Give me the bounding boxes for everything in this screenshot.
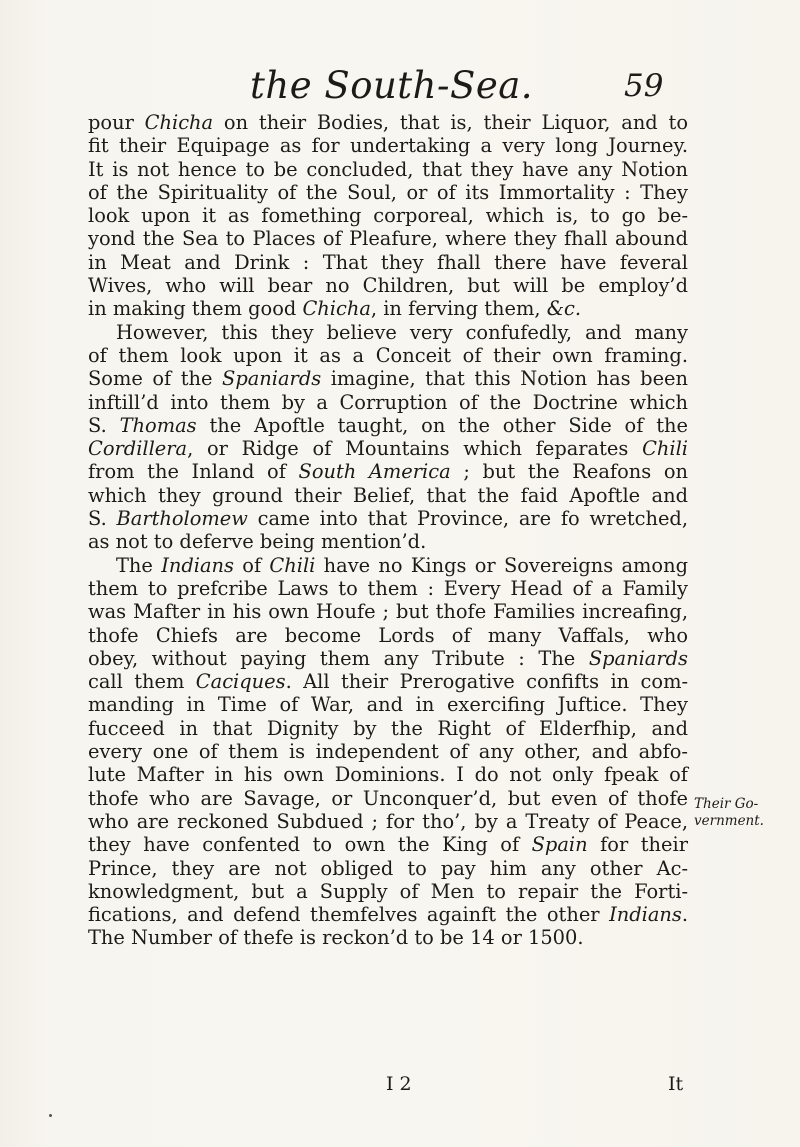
text-line: [88, 484, 688, 507]
text-line: [88, 507, 688, 530]
text-run: The Number of thefe is reckon’d to be 14 or 1500.: [88, 926, 584, 950]
text-line: [88, 367, 688, 390]
italic-text: &c.: [546, 297, 581, 321]
marginal-note-line: Their Go-: [694, 796, 759, 812]
text-line: [88, 577, 688, 600]
text-run: thofe who are Savage, or Unconquer’d, but even of thofe: [88, 786, 688, 810]
text-line: [88, 740, 688, 763]
text-run: for their: [587, 833, 688, 857]
text-run: pour: [88, 111, 145, 134]
text-run: S.: [88, 413, 120, 437]
text-run: was Mafter in his own Houfe ; but thofe Families increafing,: [88, 600, 688, 624]
text-run: every one of them is independent of any other, and abfo-: [88, 740, 688, 764]
text-run: of the Spirituality of the Soul, or of its Immortality : They: [88, 180, 688, 204]
text-run: Some of the: [88, 367, 223, 391]
text-line: [88, 321, 688, 344]
italic-text: Spaniards: [588, 646, 688, 670]
text-run: inftill’d into them by a Corruption of the Doctrine which: [88, 390, 688, 414]
text-run: . All their Prerogative confifts in com-: [285, 670, 689, 694]
marginal-note-line: vernment.: [694, 813, 764, 829]
marginal-note: [694, 796, 764, 830]
text-run: , in ferving them,: [370, 297, 547, 321]
text-line: [88, 693, 688, 716]
text-run: in making them good: [88, 297, 303, 321]
text-line: [88, 344, 688, 367]
text-line: [88, 670, 688, 693]
text-line: [88, 530, 688, 553]
running-head: the South-Sea.: [250, 64, 534, 107]
text-run: came into that Province, are fo wretched,: [247, 507, 689, 531]
text-run: However, this they believe very confufedly, and many: [116, 320, 688, 344]
italic-text: Caciques: [195, 670, 286, 694]
italic-text: Indians: [609, 903, 682, 927]
text-run: imagine, that this Notion has been: [321, 367, 689, 391]
text-run: The: [116, 553, 162, 577]
text-line: [88, 554, 688, 577]
italic-text: Cordillera: [88, 437, 188, 461]
text-run: S.: [88, 507, 117, 531]
text-line: [88, 787, 688, 810]
signature-mark: I 2: [386, 1073, 412, 1095]
italic-text: Chili: [269, 553, 316, 577]
text-run: who are reckoned Subdued ; for tho’, by a Treaty of Peace,: [88, 809, 688, 833]
page-number: 59: [624, 68, 664, 104]
text-run: thofe Chiefs are become Lords of many Vaffals, who: [88, 623, 688, 647]
text-run: them to prefcribe Laws to them : Every Head of a Family: [88, 576, 688, 600]
text-run: have no Kings or Sovereigns among: [315, 553, 688, 577]
text-line: [88, 460, 688, 483]
italic-text: Chicha: [144, 111, 214, 134]
text-line: [88, 158, 688, 181]
text-run: on their Bodies, that is, their Liquor, and to: [213, 111, 688, 134]
body-text: [88, 111, 688, 950]
text-run: in Meat and Drink : That they fhall there have feveral: [88, 250, 688, 274]
catchword: It: [668, 1073, 684, 1095]
text-line: [88, 903, 688, 926]
text-run: of: [233, 553, 270, 577]
text-run: fucceed in that Dignity by the Right of Elderfhip, and: [88, 716, 688, 740]
text-line: [88, 880, 688, 903]
text-line: [88, 297, 688, 320]
text-run: fications, and defend themfelves againft the other: [88, 903, 610, 927]
text-line: [88, 763, 688, 786]
text-line: [88, 600, 688, 623]
text-line: [88, 204, 688, 227]
italic-text: Chili: [642, 437, 688, 461]
text-run: from the Inland of: [88, 460, 299, 484]
italic-text: Spaniards: [222, 367, 322, 391]
italic-text: Thomas: [119, 413, 197, 437]
ink-speck: [49, 1114, 52, 1117]
text-run: they have confented to own the King of: [88, 833, 532, 857]
text-run: Prince, they are not obliged to pay him any other Ac-: [88, 856, 688, 880]
italic-text: Bartholomew: [116, 507, 248, 531]
italic-text: Chicha: [302, 297, 371, 321]
text-line: [88, 437, 688, 460]
text-line: [88, 181, 688, 204]
italic-text: Indians: [161, 553, 234, 577]
text-run: Wives, who will bear no Children, but will be employ’d: [88, 274, 688, 298]
text-run: look upon it as fomething corporeal, which is, to go be-: [88, 204, 688, 228]
text-run: ; but the Reafons on: [450, 460, 688, 484]
text-line: [88, 624, 688, 647]
italic-text: Spain: [531, 833, 588, 857]
text-line: [88, 391, 688, 414]
text-line: [88, 227, 688, 250]
text-run: yond the Sea to Places of Pleafure, where they fhall abound: [88, 227, 688, 251]
text-line: [88, 414, 688, 437]
text-line: [88, 251, 688, 274]
text-line: [88, 274, 688, 297]
text-run: as not to deferve being mention’d.: [88, 530, 427, 554]
text-line: [88, 717, 688, 740]
text-run: obey, without paying them any Tribute : The: [88, 646, 589, 670]
text-run: It is not hence to be concluded, that they have any Notion: [88, 157, 688, 181]
text-line: [88, 134, 688, 157]
text-line: [88, 926, 688, 949]
text-run: knowledgment, but a Supply of Men to repair the Forti-: [88, 879, 688, 903]
text-run: .: [681, 903, 688, 927]
italic-text: South America: [298, 460, 451, 484]
text-line: [88, 833, 688, 856]
text-run: lute Mafter in his own Dominions. I do not only fpeak of: [88, 763, 688, 787]
text-run: call them: [88, 670, 196, 694]
text-run: , or Ridge of Mountains which feparates: [187, 437, 643, 461]
text-line: [88, 111, 688, 134]
text-run: fit their Equipage as for undertaking a very long Journey.: [88, 134, 688, 158]
text-run: of them look upon it as a Conceit of their own framing.: [88, 343, 688, 367]
text-run: the Apoftle taught, on the other Side of the: [196, 413, 689, 437]
text-line: [88, 810, 688, 833]
text-line: [88, 647, 688, 670]
text-run: manding in Time of War, and in exercifing Juftice. They: [88, 693, 688, 717]
text-line: [88, 857, 688, 880]
text-run: which they ground their Belief, that the faid Apoftle and: [88, 483, 688, 507]
